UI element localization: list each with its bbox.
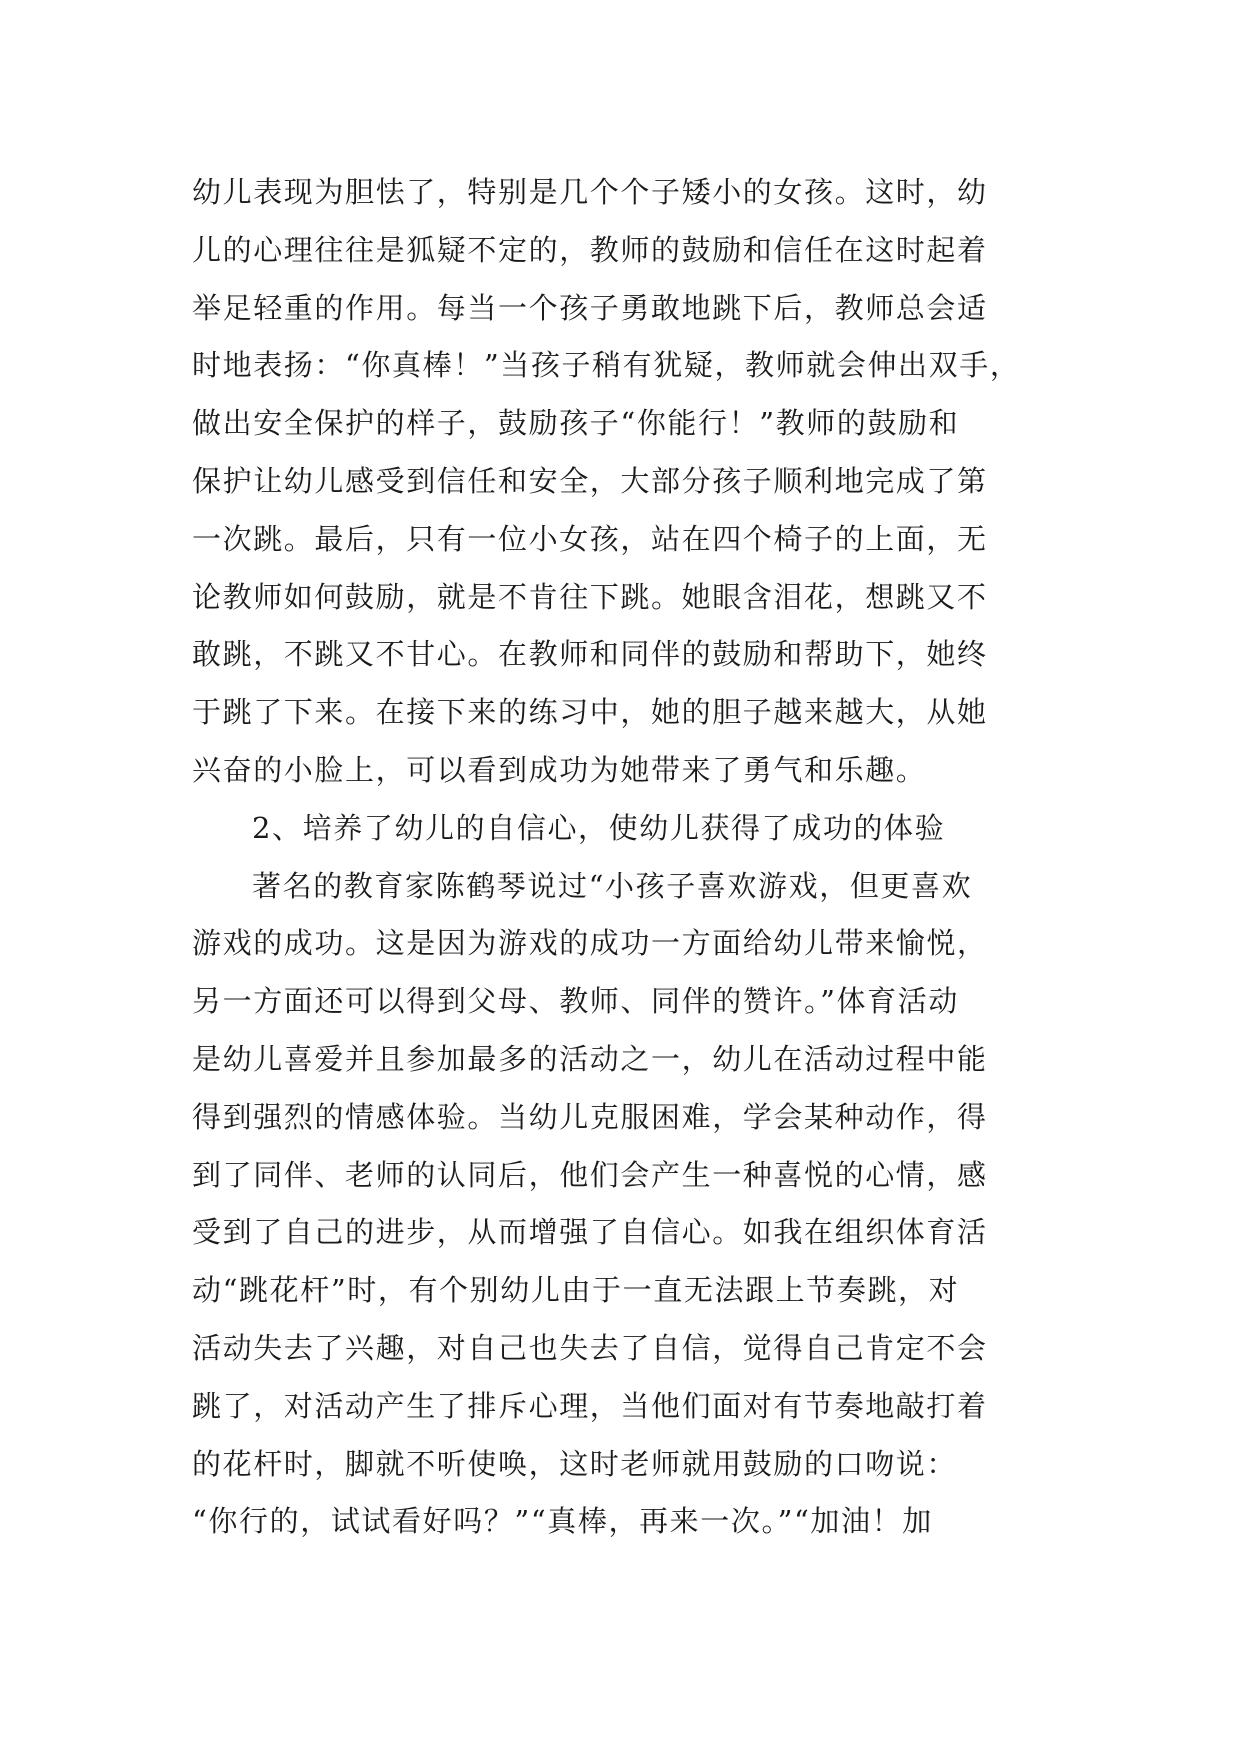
text-line: 受到了自己的进步，从而增强了自信心。如我在组织体育活 [192, 1215, 988, 1250]
text-line: 幼儿表现为胆怯了，特别是几个个子矮小的女孩。这时，幼 [192, 175, 988, 209]
text-line: 儿的心理往往是狐疑不定的，教师的鼓励和信任在这时起着 [192, 232, 988, 267]
text-line: 兴奋的小脸上，可以看到成功为她带来了勇气和乐趣。 [192, 752, 927, 787]
text-line: 是幼儿喜爱并且参加最多的活动之一，幼儿在活动过程中能 [192, 1041, 988, 1076]
text-line: 保护让幼儿感受到信任和安全，大部分孩子顺利地完成了第 [192, 463, 988, 498]
text-line: 活动失去了兴趣，对自己也失去了自信，觉得自己肯定不会 [192, 1330, 988, 1365]
text-line: 于跳了下来。在接下来的练习中，她的胆子越来越大，从她 [192, 695, 988, 730]
text-line: 的花杆时，脚就不听使唤，这时老师就用鼓励的口吻说： [192, 1446, 958, 1481]
text-line: 动“跳花杆”时，有个别幼儿由于一直无法跟上节奏跳，对 [192, 1273, 960, 1308]
text-line: 跳了，对活动产生了排斥心理，当他们面对有节奏地敲打着 [192, 1388, 988, 1423]
text-line: 得到强烈的情感体验。当幼儿克服困难，学会某种动作，得 [192, 1099, 988, 1134]
text-line: 论教师如何鼓励，就是不肯往下跳。她眼含泪花，想跳又不 [192, 579, 988, 614]
text-line: 做出安全保护的样子，鼓励孩子“你能行！”教师的鼓励和 [192, 406, 960, 441]
text-line: 到了同伴、老师的认同后，他们会产生一种喜悦的心情，感 [192, 1157, 988, 1192]
text-line: “你行的，试试看好吗？”“真棒，再来一次。”“加油！加 [192, 1504, 933, 1539]
text-line: 另一方面还可以得到父母、教师、同伴的赞许。”体育活动 [192, 984, 959, 1019]
text-line: 时地表扬：“你真棒！”当孩子稍有犹疑，教师就会伸出双手， [192, 348, 1021, 383]
text-line: 著名的教育家陈鹤琴说过“小孩子喜欢游戏，但更喜欢 [252, 868, 973, 903]
section-heading: 2、培养了幼儿的自信心，使幼儿获得了成功的体验 [252, 810, 946, 845]
text-line: 一次跳。最后，只有一位小女孩，站在四个椅子的上面，无 [192, 521, 988, 556]
text-line: 举足轻重的作用。每当一个孩子勇敢地跳下后，教师总会适 [192, 290, 988, 325]
text-line: 游戏的成功。这是因为游戏的成功一方面给幼儿带来愉悦， [192, 926, 988, 961]
text-line: 敢跳，不跳又不甘心。在教师和同伴的鼓励和帮助下，她终 [192, 637, 988, 672]
body-text [192, 164, 1050, 1551]
